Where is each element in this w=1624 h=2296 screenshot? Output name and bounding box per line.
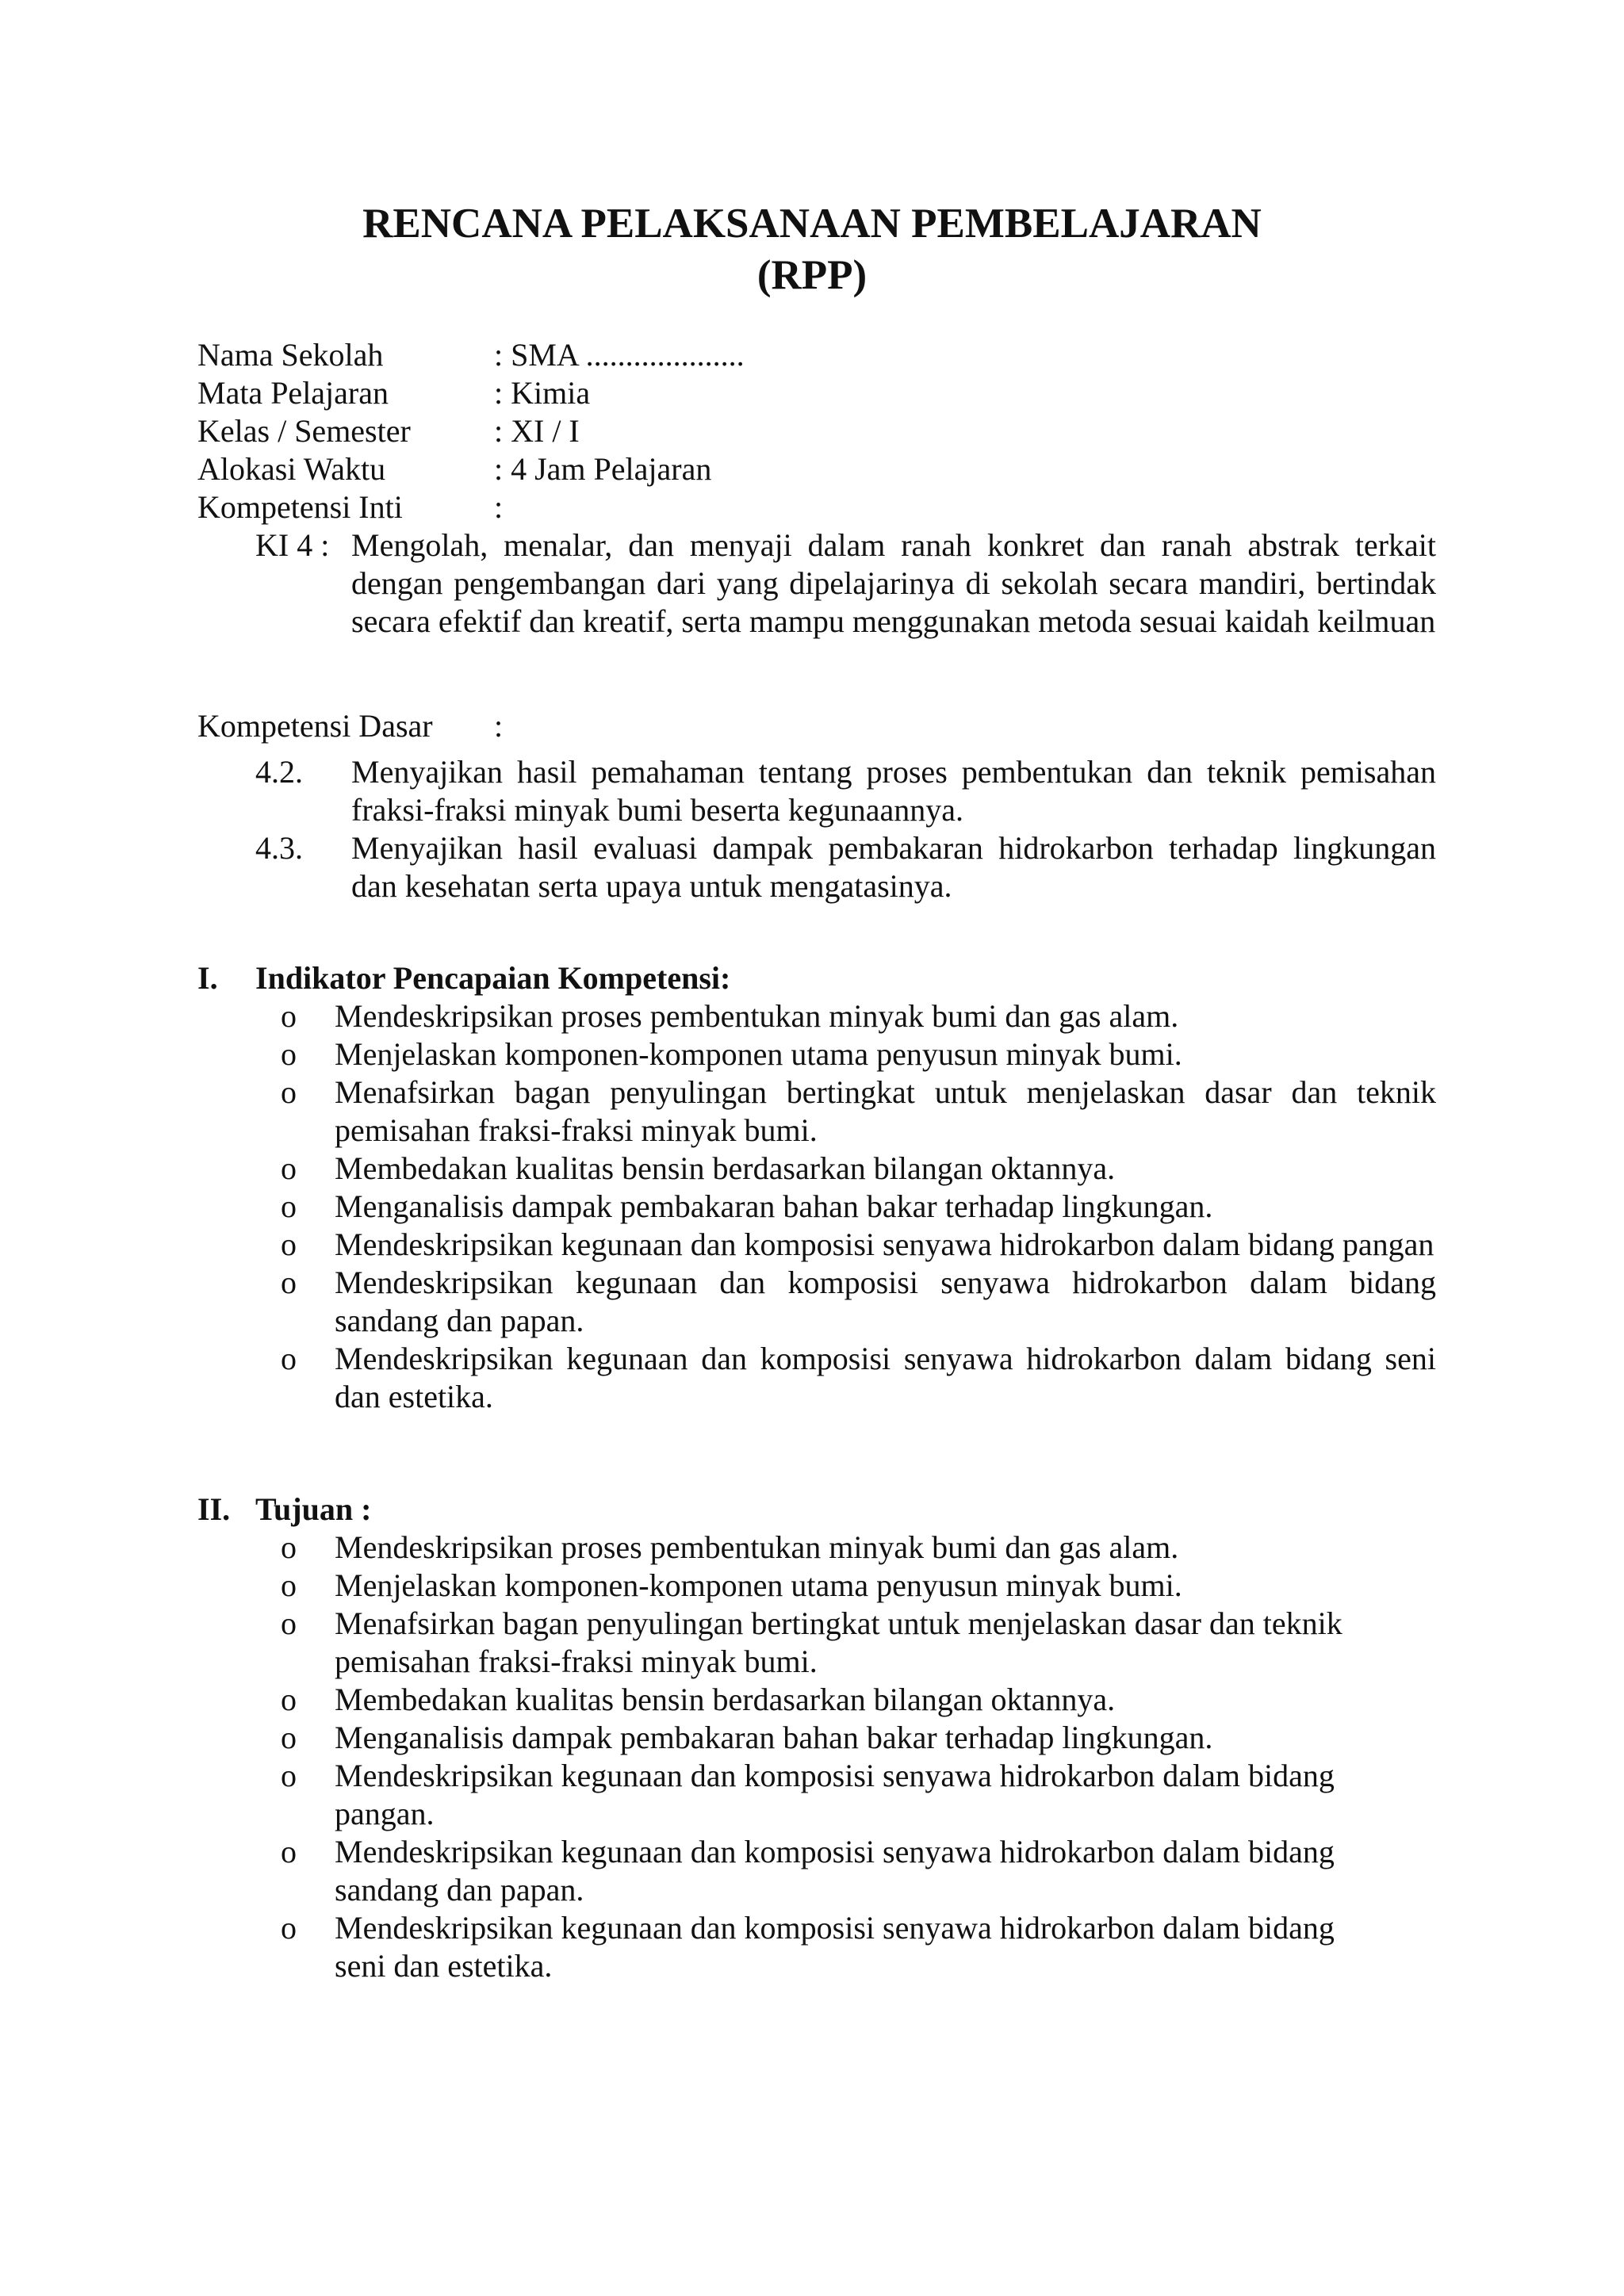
- bullet-icon: o: [281, 1074, 297, 1110]
- document-subtitle: (RPP): [756, 252, 868, 298]
- section-title: Tujuan :: [255, 1491, 372, 1527]
- bullet-icon: o: [281, 1910, 297, 1946]
- list-item-text: Mendeskripsikan kegunaan dan komposisi senyawa hidrokarbon dalam bidang pangan.: [335, 1758, 1335, 1831]
- list-item: [281, 1833, 1385, 1909]
- list-item-text: Membedakan kualitas bensin berdasarkan bilangan oktannya.: [335, 1682, 1116, 1717]
- list-item-text: Menganalisis dampak pembakaran bahan bakar terhadap lingkungan.: [335, 1188, 1213, 1224]
- list-item: [281, 1757, 1385, 1833]
- ki4-text: Mengolah, menalar, dan menyaji dalam ranah konkret dan ranah abstrak terkait dengan pengembangan dari yang dipelajarinya di sekolah secara mandiri, bertindak secara efektif dan kreatif, serta mampu menggunakan metoda sesuai kaidah keilmuan: [351, 527, 1436, 639]
- kd-item-number: 4.3.: [255, 830, 303, 866]
- section-title: Indikator Pencapaian Kompetensi:: [255, 960, 731, 996]
- identity-value: : Kimia: [494, 375, 591, 411]
- identity-value: :: [494, 489, 504, 525]
- ki4-code: KI 4 :: [255, 527, 330, 563]
- list-item: [281, 1188, 1436, 1226]
- identity-value: : XI / I: [494, 413, 580, 449]
- document-title: RENCANA PELAKSANAAN PEMBELAJARAN: [362, 201, 1262, 247]
- list-item-text: Menjelaskan komponen-komponen utama penyusun minyak bumi.: [335, 1567, 1182, 1603]
- list-item: [281, 1681, 1385, 1719]
- identity-label: Mata Pelajaran: [197, 375, 389, 411]
- list-item-text: Mendeskripsikan kegunaan dan komposisi senyawa hidrokarbon dalam bidang seni dan estetika.: [335, 1910, 1335, 1984]
- list-item: [281, 1035, 1436, 1073]
- list-item: [281, 1909, 1385, 1985]
- list-item: [281, 1340, 1436, 1416]
- identity-value: : 4 Jam Pelajaran: [494, 451, 712, 487]
- indikator-list: [281, 997, 1436, 1416]
- bullet-icon: o: [281, 1265, 297, 1300]
- bullet-icon: o: [281, 1720, 297, 1755]
- list-item: [281, 997, 1436, 1035]
- list-item-text: Menafsirkan bagan penyulingan bertingkat untuk menjelaskan dasar dan teknik pemisahan fraksi-fraksi minyak bumi.: [335, 1074, 1436, 1148]
- kd-colon: :: [494, 708, 504, 744]
- bullet-icon: o: [281, 1758, 297, 1793]
- list-item-text: Menjelaskan komponen-komponen utama penyusun minyak bumi.: [335, 1036, 1182, 1072]
- identity-label: Kelas / Semester: [197, 413, 411, 449]
- identity-label: Nama Sekolah: [197, 337, 384, 373]
- bullet-icon: o: [281, 1682, 297, 1717]
- list-item: [281, 1264, 1436, 1340]
- identity-value: : SMA ....................: [494, 337, 745, 373]
- section-number: I.: [197, 960, 218, 996]
- bullet-icon: o: [281, 1529, 297, 1565]
- bullet-icon: o: [281, 1188, 297, 1224]
- bullet-icon: o: [281, 1150, 297, 1186]
- list-item: [281, 1605, 1385, 1681]
- bullet-icon: o: [281, 1834, 297, 1869]
- kd-item-text: Menyajikan hasil pemahaman tentang proses pembentukan dan teknik pemisahan fraksi-fraksi minyak bumi beserta kegunaannya.: [351, 754, 1436, 828]
- list-item-text: Mendeskripsikan kegunaan dan komposisi senyawa hidrokarbon dalam bidang sandang dan papan.: [335, 1265, 1436, 1338]
- identity-label: Alokasi Waktu: [197, 451, 386, 487]
- kd-label: Kompetensi Dasar: [197, 708, 433, 744]
- bullet-icon: o: [281, 1341, 297, 1376]
- bullet-icon: o: [281, 998, 297, 1034]
- list-item: [281, 1567, 1385, 1605]
- list-item-text: Menafsirkan bagan penyulingan bertingkat untuk menjelaskan dasar dan teknik pemisahan fraksi-fraksi minyak bumi.: [335, 1605, 1342, 1679]
- tujuan-list: [281, 1529, 1385, 1985]
- list-item: [281, 1073, 1436, 1150]
- bullet-icon: o: [281, 1605, 297, 1641]
- bullet-icon: o: [281, 1036, 297, 1072]
- list-item: [281, 1719, 1385, 1757]
- list-item-text: Membedakan kualitas bensin berdasarkan bilangan oktannya.: [335, 1150, 1116, 1186]
- list-item: [281, 1529, 1385, 1567]
- bullet-icon: o: [281, 1567, 297, 1603]
- list-item-text: Mendeskripsikan kegunaan dan komposisi senyawa hidrokarbon dalam bidang sandang dan papan.: [335, 1834, 1335, 1908]
- list-item-text: Mendeskripsikan kegunaan dan komposisi senyawa hidrokarbon dalam bidang pangan: [335, 1226, 1434, 1262]
- section-number: II.: [197, 1491, 231, 1527]
- identity-label: Kompetensi Inti: [197, 489, 403, 525]
- list-item: [281, 1226, 1436, 1264]
- kd-item-text: Menyajikan hasil evaluasi dampak pembakaran hidrokarbon terhadap lingkungan dan kesehatan serta upaya untuk mengatasinya.: [351, 830, 1436, 904]
- list-item-text: Mendeskripsikan proses pembentukan minyak bumi dan gas alam.: [335, 1529, 1179, 1565]
- list-item-text: Mendeskripsikan kegunaan dan komposisi senyawa hidrokarbon dalam bidang seni dan estetika.: [335, 1341, 1436, 1414]
- list-item: [281, 1150, 1436, 1188]
- bullet-icon: o: [281, 1226, 297, 1262]
- list-item-text: Mendeskripsikan proses pembentukan minyak bumi dan gas alam.: [335, 998, 1179, 1034]
- kd-item-number: 4.2.: [255, 754, 303, 790]
- list-item-text: Menganalisis dampak pembakaran bahan bakar terhadap lingkungan.: [335, 1720, 1213, 1755]
